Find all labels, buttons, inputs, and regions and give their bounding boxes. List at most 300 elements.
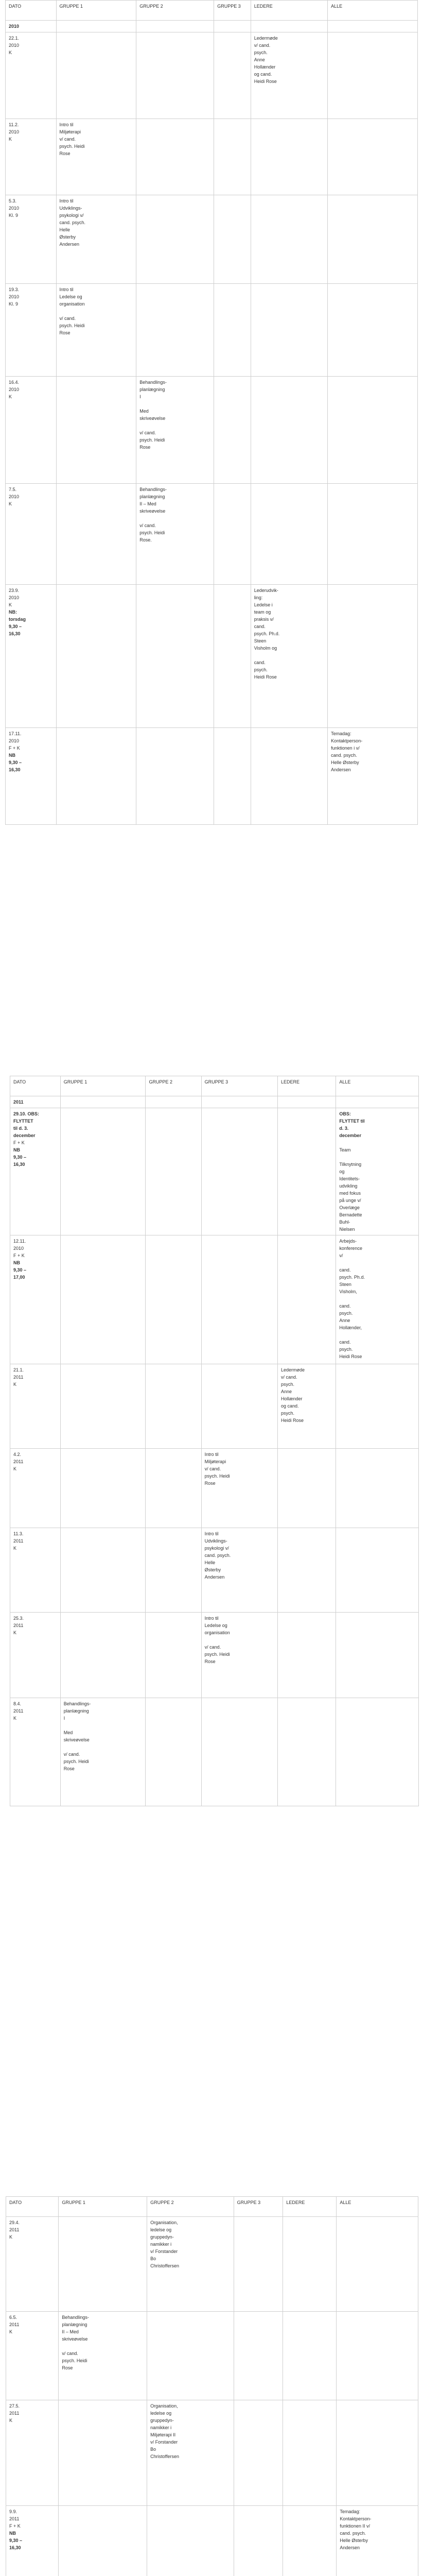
cell-text-line: Ledelse og: [204, 1623, 227, 1628]
table-header-row: [10, 1076, 419, 1096]
cell-text-line: Overlæge: [339, 1205, 360, 1210]
cell-text-line: Ledermøde: [281, 1367, 305, 1372]
cell-text-line: Rose: [204, 1481, 216, 1486]
cell-text-line: Udviklings-: [204, 1538, 227, 1544]
cell-text-line: cand. psych.: [59, 220, 86, 225]
cell-text-line: 29.4.: [9, 2220, 20, 2225]
date-cell: [10, 1528, 61, 1613]
cell-text-line: K: [9, 2418, 13, 2423]
cell-text-line: v/ cand.: [139, 430, 156, 435]
cell-text-line: 2010: [9, 206, 20, 211]
column-header-3: GRUPPE 2: [146, 1076, 201, 1096]
spacer: [139, 422, 210, 429]
cell-text-line: Arbejds-: [339, 1239, 357, 1244]
cell-text-line: ledelse og: [150, 2411, 172, 2416]
cell-text-line: Tilknytning: [339, 1162, 362, 1167]
alle-cell: [337, 2312, 418, 2400]
cell-text-line: ling:: [254, 595, 263, 600]
cell-text-line: v/ cand.: [59, 137, 76, 142]
table-header-row: [6, 2197, 418, 2217]
cell-text-line: med fokus: [339, 1191, 361, 1196]
cell-text-line: Anne: [281, 1389, 292, 1394]
ledere-cell: [283, 2400, 337, 2506]
ledere-cell: [251, 585, 327, 728]
cell-text-line: Intro til: [204, 1616, 219, 1621]
gruppe-cell: [214, 284, 251, 377]
spacer: [139, 400, 210, 408]
cell-text-line: Rose: [59, 151, 70, 156]
cell-text-line: v/ cand.: [59, 316, 76, 321]
column-header-2: GRUPPE 1: [56, 1, 136, 21]
cell-text-line: Østerby: [59, 234, 76, 240]
cell-text-line: og cand.: [281, 1403, 299, 1409]
ledere-cell: [251, 728, 327, 825]
gruppe-cell: [201, 1698, 277, 1806]
cell-text-line: Rose: [139, 445, 151, 450]
cell-text-line: Bo: [150, 2256, 156, 2261]
cell-text-line: F + K: [13, 1253, 25, 1258]
empty-cell: [146, 1096, 201, 1108]
cell-text-line: cand. psych.: [204, 1553, 231, 1558]
alle-cell: [328, 284, 418, 377]
cell-text-line: I: [139, 394, 141, 399]
gruppe-cell: [201, 1364, 277, 1449]
gruppe-cell: [60, 1364, 146, 1449]
cell-text-line: Anne: [339, 1318, 350, 1323]
alle-cell: [336, 1364, 419, 1449]
cell-text-line: K: [9, 137, 12, 142]
cell-text-line: v/ cand.: [254, 43, 271, 48]
ledere-cell: [251, 377, 327, 484]
cell-text-line: psykologi v/: [59, 213, 84, 218]
cell-text-line: Behandlings-: [62, 2315, 89, 2320]
cell-text-line: 4.2.: [13, 1452, 22, 1457]
cell-text-line: NB: [9, 2531, 16, 2536]
cell-text-line: Hollænder,: [339, 1325, 362, 1330]
ledere-cell: [283, 2217, 337, 2312]
schedule-table-2: [10, 1076, 419, 1806]
cell-text-line: Lederudvik-: [254, 588, 278, 593]
cell-text-line: 16.4.: [9, 380, 20, 385]
spacer: [339, 1331, 415, 1338]
gruppe-cell: [146, 1698, 201, 1806]
table-row: [6, 32, 418, 119]
schedule-table-3: [6, 2196, 418, 2576]
gruppe-cell: [136, 728, 214, 825]
cell-text-line: 9,30 –: [9, 760, 22, 765]
cell-text-line: 29.10. OBS:: [13, 1111, 40, 1116]
cell-text-line: planlægning: [63, 1708, 89, 1714]
column-header-5: LEDERE: [278, 1076, 336, 1096]
cell-text-line: v/ cand.: [62, 2351, 78, 2356]
cell-text-line: psych.: [339, 1311, 353, 1316]
cell-text-line: cand. psych.: [331, 753, 357, 758]
cell-text-line: 25.3.: [13, 1616, 24, 1621]
cell-text-line: Andersen: [331, 767, 351, 772]
cell-text-line: Hollænder: [281, 1396, 303, 1401]
cell-text-line: psykologi v/: [204, 1546, 229, 1551]
table-row: [10, 1698, 419, 1806]
cell-text-line: Intro til: [59, 198, 74, 204]
cell-text-line: cand.: [339, 1340, 351, 1345]
empty-cell: [214, 21, 251, 32]
alle-cell: [336, 1613, 419, 1698]
cell-text-line: I: [63, 1716, 65, 1721]
spacer: [339, 1154, 415, 1161]
cell-text-line: K: [13, 1466, 17, 1471]
ledere-cell: [278, 1698, 336, 1806]
cell-text-line: II – Med: [139, 501, 156, 506]
ledere-cell: [251, 195, 327, 284]
cell-text-line: Hollænder: [254, 64, 276, 70]
gruppe-cell: [147, 2400, 234, 2506]
cell-text-line: Intro til: [204, 1531, 219, 1536]
date-cell: [6, 195, 57, 284]
cell-text-line: 8.4.: [13, 1701, 22, 1706]
column-header-4: GRUPPE 3: [214, 1, 251, 21]
cell-text-line: Kl. 9: [9, 301, 19, 307]
cell-text-line: Intro til: [59, 287, 74, 292]
date-cell: [6, 284, 57, 377]
table-row: [10, 1528, 419, 1613]
empty-cell: [201, 1096, 277, 1108]
cell-text-line: Miljøterapi II: [150, 2432, 176, 2437]
cell-text-line: Temadag:: [331, 731, 351, 736]
cell-text-line: Nielsen: [339, 1227, 355, 1232]
table-row: [6, 2217, 418, 2312]
gruppe-cell: [59, 2506, 147, 2576]
alle-cell: [328, 119, 418, 195]
cell-text-line: Steen: [254, 638, 267, 643]
cell-text-line: psych. Ph.d.: [339, 1275, 365, 1280]
alle-cell: [328, 728, 418, 825]
alle-cell: [336, 1698, 419, 1806]
cell-text-line: Temadag:: [340, 2509, 360, 2514]
cell-text-line: psych. Heidi: [63, 1759, 89, 1764]
cell-text-line: Miljøterapi: [59, 129, 81, 134]
gruppe-cell: [136, 585, 214, 728]
cell-text-line: NB: [9, 753, 15, 758]
table-row: [6, 119, 418, 195]
cell-text-line: Heidi Rose: [254, 79, 277, 84]
alle-cell: [337, 2400, 418, 2506]
ledere-cell: [278, 1449, 336, 1528]
gruppe-cell: [56, 119, 136, 195]
cell-text-line: v/ cand.: [204, 1645, 221, 1650]
gruppe-cell: [60, 1613, 146, 1698]
cell-text-line: praksis v/: [254, 617, 274, 622]
alle-cell: [336, 1108, 419, 1235]
spacer: [254, 652, 324, 659]
gruppe-cell: [147, 2217, 234, 2312]
cell-text-line: Heidi Rose: [254, 674, 277, 680]
cell-text-line: NB: [13, 1147, 20, 1153]
cell-text-line: Behandlings-: [139, 487, 167, 492]
empty-cell: [251, 21, 327, 32]
column-header-6: ALLE: [336, 1076, 419, 1096]
cell-text-line: psych. Heidi: [204, 1473, 230, 1479]
cell-text-line: Med: [139, 409, 149, 414]
table-row: [6, 2400, 418, 2506]
cell-text-line: gruppedyn-: [150, 2418, 174, 2423]
table-row: [6, 484, 418, 585]
spacer: [64, 1743, 143, 1751]
spacer: [139, 515, 210, 522]
ledere-cell: [283, 2312, 337, 2400]
cell-text-line: 17.11.: [9, 731, 22, 736]
cell-text-line: 2010: [13, 1246, 24, 1251]
cell-text-line: FLYTTET: [13, 1118, 33, 1124]
date-cell: [10, 1613, 61, 1698]
cell-text-line: K: [13, 1716, 17, 1721]
gruppe-cell: [136, 484, 214, 585]
alle-cell: [328, 484, 418, 585]
cell-text-line: K: [9, 50, 12, 55]
gruppe-cell: [146, 1108, 201, 1235]
ledere-cell: [251, 484, 327, 585]
table-row: [6, 284, 418, 377]
cell-text-line: planlægning: [62, 2322, 87, 2327]
column-header-5: LEDERE: [251, 1, 327, 21]
cell-text-line: Bernadette: [339, 1212, 362, 1217]
gruppe-cell: [201, 1108, 277, 1235]
cell-text-line: 22.1.: [9, 36, 20, 41]
cell-text-line: psych. Heidi: [59, 144, 85, 149]
cell-text-line: psych. Heidi: [59, 323, 85, 328]
cell-text-line: psych.: [254, 50, 268, 55]
cell-text-line: 9,30 –: [9, 2538, 23, 2543]
cell-text-line: til d. 3.: [13, 1126, 28, 1131]
cell-text-line: K: [13, 1382, 17, 1387]
cell-text-line: Intro til: [59, 122, 74, 127]
cell-text-line: Ledelse i: [254, 602, 273, 607]
cell-text-line: 2010: [9, 595, 20, 600]
alle-cell: [336, 1235, 419, 1364]
cell-text-line: Kontaktperson-: [331, 738, 363, 743]
gruppe-cell: [146, 1364, 201, 1449]
cell-text-line: team og: [254, 609, 271, 615]
cell-text-line: Helle Østerby: [331, 760, 359, 765]
cell-text-line: Miljøterapi: [204, 1459, 226, 1464]
cell-text-line: 2010: [9, 494, 20, 499]
cell-text-line: 2011: [9, 2516, 20, 2521]
cell-text-line: Team: [339, 1147, 351, 1153]
gruppe-cell: [201, 1235, 277, 1364]
spacer: [339, 1295, 415, 1302]
gruppe-cell: [56, 728, 136, 825]
gruppe-cell: [234, 2506, 283, 2576]
cell-text-line: psych. Ph.d.: [254, 631, 280, 636]
cell-text-line: OBS:: [339, 1111, 351, 1116]
cell-text-line: 2011: [13, 1459, 24, 1464]
gruppe-cell: [56, 585, 136, 728]
cell-text-line: konference: [339, 1246, 362, 1251]
date-cell: [10, 1449, 61, 1528]
gruppe-cell: [136, 377, 214, 484]
cell-text-line: psych.: [281, 1411, 295, 1416]
column-header-1: DATO: [6, 2197, 59, 2217]
empty-cell: [328, 21, 418, 32]
cell-text-line: organisation: [59, 301, 85, 307]
spacer: [60, 308, 133, 315]
gruppe-cell: [59, 2217, 147, 2312]
cell-text-line: 16,30: [9, 631, 21, 636]
cell-text-line: 11.2.: [9, 122, 19, 127]
ledere-cell: [278, 1364, 336, 1449]
cell-text-line: Rose: [63, 1766, 75, 1771]
empty-cell: [136, 21, 214, 32]
cell-text-line: Helle Østerby: [340, 2538, 368, 2543]
empty-cell: [278, 1096, 336, 1108]
cell-text-line: Kl. 9: [9, 213, 19, 218]
cell-text-line: torsdag: [9, 617, 26, 622]
cell-text-line: ledelse og: [150, 2227, 172, 2232]
date-cell: [6, 2217, 59, 2312]
spacer: [205, 1636, 274, 1643]
column-header-2: GRUPPE 1: [60, 1076, 146, 1096]
cell-text-line: 17,00: [13, 1275, 25, 1280]
gruppe-cell: [201, 1528, 277, 1613]
gruppe-cell: [214, 195, 251, 284]
date-cell: [6, 2312, 59, 2400]
cell-text-line: K: [9, 2234, 13, 2240]
gruppe-cell: [234, 2217, 283, 2312]
cell-text-line: udvikling: [339, 1183, 358, 1189]
cell-text-line: Ledelse og: [59, 294, 82, 299]
cell-text-line: II – Med: [62, 2329, 79, 2334]
gruppe-cell: [60, 1235, 146, 1364]
cell-text-line: psych. Heidi: [204, 1652, 230, 1657]
cell-text-line: F + K: [9, 745, 20, 751]
cell-text-line: NB:: [9, 609, 17, 615]
column-header-6: ALLE: [328, 1, 418, 21]
cell-text-line: 11.3.: [13, 1531, 24, 1536]
table-body: [6, 21, 418, 825]
cell-text-line: 9,30 –: [9, 624, 22, 629]
cell-text-line: 7.5.: [9, 487, 17, 492]
cell-text-line: Med: [63, 1730, 73, 1735]
gruppe-cell: [59, 2312, 147, 2400]
ledere-cell: [278, 1528, 336, 1613]
gruppe-cell: [60, 1528, 146, 1613]
gruppe-cell: [214, 484, 251, 585]
ledere-cell: [278, 1235, 336, 1364]
cell-text-line: på unge v/: [339, 1198, 361, 1203]
gruppe-cell: [136, 32, 214, 119]
cell-text-line: 16,30: [9, 2545, 21, 2550]
cell-text-line: Intro til: [204, 1452, 219, 1457]
cell-text-line: v/ cand.: [139, 523, 156, 528]
column-header-4: GRUPPE 3: [234, 2197, 283, 2217]
table-row: [10, 1108, 419, 1235]
cell-text-line: Andersen: [59, 242, 80, 247]
cell-text-line: d. 3.: [339, 1126, 349, 1131]
gruppe-cell: [56, 32, 136, 119]
cell-text-line: Buhl-: [339, 1219, 350, 1225]
cell-text-line: 12.11.: [13, 1239, 26, 1244]
cell-text-line: v/ cand.: [63, 1752, 80, 1757]
cell-text-line: 2010: [9, 43, 20, 48]
cell-text-line: funktionen i v/: [331, 745, 360, 751]
date-cell: [6, 2400, 59, 2506]
table-row: [10, 1449, 419, 1528]
cell-text-line: Rose: [59, 330, 70, 335]
alle-cell: [337, 2217, 418, 2312]
cell-text-line: Christoffersen: [150, 2263, 179, 2268]
cell-text-line: K: [13, 1546, 17, 1551]
table-row: [6, 377, 418, 484]
gruppe-cell: [60, 1108, 146, 1235]
cell-text-line: 16,30: [9, 767, 21, 772]
gruppe-cell: [214, 377, 251, 484]
year-row: [10, 1096, 419, 1108]
date-cell: [6, 377, 57, 484]
gruppe-cell: [60, 1698, 146, 1806]
cell-text-line: 2011: [13, 1623, 24, 1628]
date-cell: [10, 1108, 61, 1235]
ledere-cell: [283, 2506, 337, 2576]
cell-text-line: 16,30: [13, 1162, 25, 1167]
cell-text-line: Kontaktperson-: [340, 2516, 372, 2521]
date-cell: [10, 1364, 61, 1449]
cell-text-line: Heidi Rose: [339, 1354, 362, 1359]
gruppe-cell: [56, 377, 136, 484]
table-header-row: [6, 1, 418, 21]
column-header-1: DATO: [10, 1076, 61, 1096]
table-row: [6, 585, 418, 728]
gruppe-cell: [214, 32, 251, 119]
cell-text-line: 23.9.: [9, 588, 20, 593]
gruppe-cell: [201, 1449, 277, 1528]
cell-text-line: v/: [339, 1253, 343, 1258]
alle-cell: [328, 377, 418, 484]
gruppe-cell: [234, 2400, 283, 2506]
cell-text-line: cand.: [254, 660, 266, 665]
cell-text-line: 27.5.: [9, 2403, 20, 2409]
cell-text-line: skriveøvelse: [62, 2336, 88, 2342]
alle-cell: [336, 1449, 419, 1528]
column-header-2: GRUPPE 1: [59, 2197, 147, 2217]
gruppe-cell: [146, 1528, 201, 1613]
gruppe-cell: [201, 1613, 277, 1698]
cell-text-line: psych. Heidi: [139, 530, 165, 535]
column-header-5: LEDERE: [283, 2197, 337, 2217]
empty-cell: [336, 1096, 419, 1108]
cell-text-line: 9,30 –: [13, 1267, 27, 1273]
cell-text-line: gruppedyn-: [150, 2234, 174, 2240]
spacer: [339, 1259, 415, 1266]
ledere-cell: [278, 1613, 336, 1698]
cell-text-line: 19.3.: [9, 287, 20, 292]
gruppe-cell: [56, 284, 136, 377]
column-header-3: GRUPPE 2: [136, 1, 214, 21]
cell-text-line: v/ cand.: [204, 1466, 221, 1471]
cell-text-line: 9.9.: [9, 2509, 17, 2514]
table-row: [6, 2506, 418, 2576]
alle-cell: [337, 2506, 418, 2576]
ledere-cell: [251, 32, 327, 119]
gruppe-cell: [234, 2312, 283, 2400]
cell-text-line: planlægning: [139, 494, 165, 499]
date-cell: [6, 585, 57, 728]
ledere-cell: [251, 119, 327, 195]
gruppe-cell: [146, 1235, 201, 1364]
date-cell: [6, 32, 57, 119]
cell-text-line: Steen: [339, 1282, 351, 1287]
cell-text-line: Visholm,: [339, 1289, 357, 1294]
cell-text-line: F + K: [13, 1140, 25, 1145]
spacer: [339, 1139, 415, 1146]
